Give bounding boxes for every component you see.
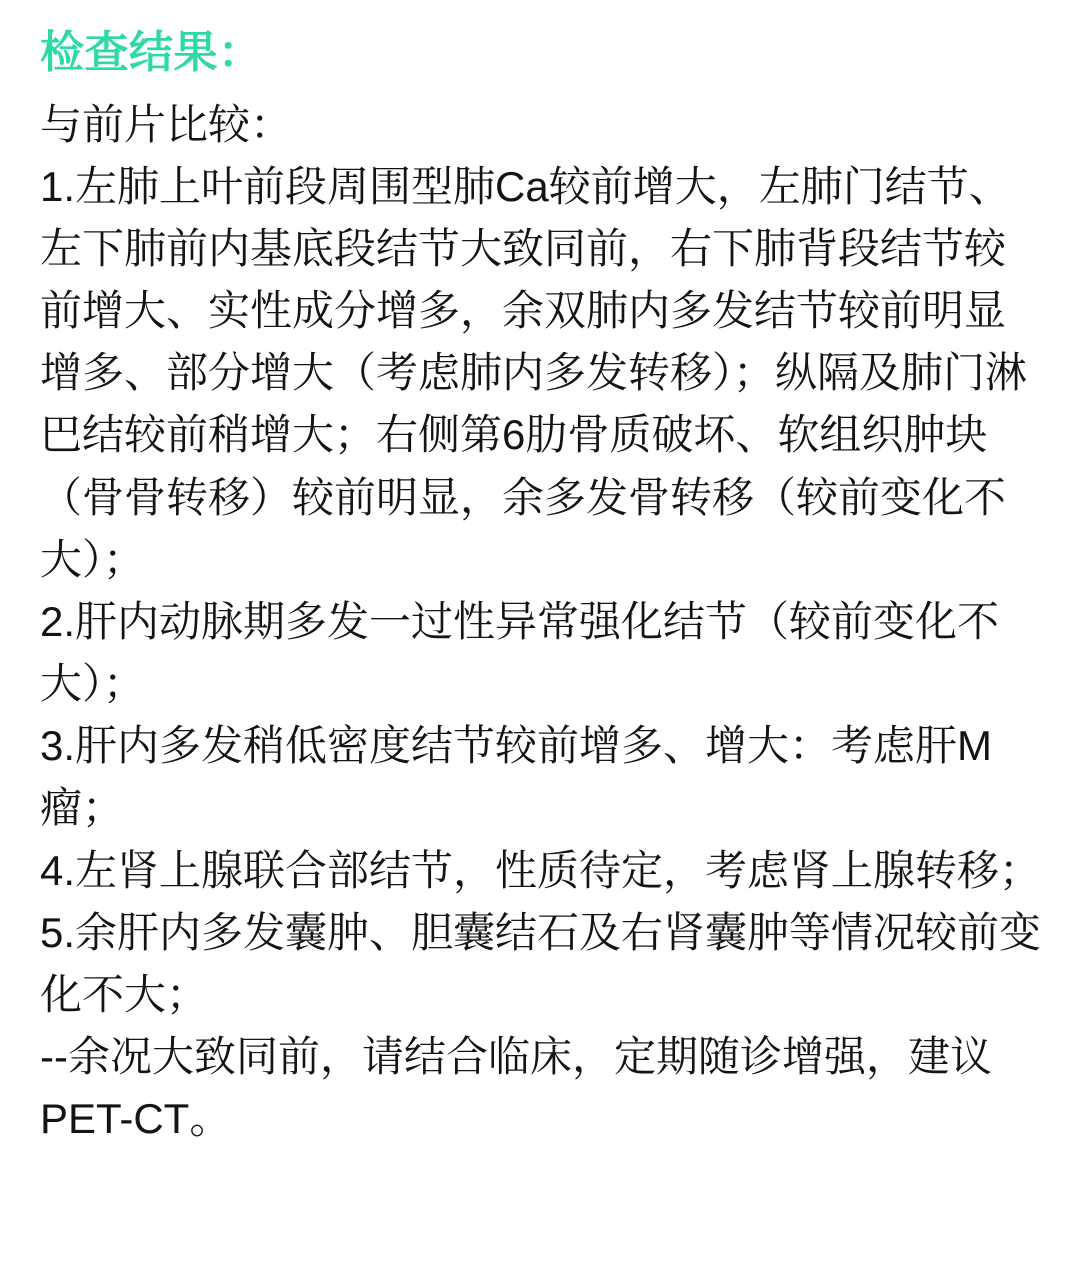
report-paragraph: 5.余肝内多发囊肿、胆囊结石及右肾囊肿等情况较前变化不大； [40, 908, 1042, 1018]
report-paragraph: 与前片比较： [40, 100, 293, 148]
report-paragraph: 3.肝内多发稍低密度结节较前增多、增大：考虑肝M瘤； [40, 722, 993, 832]
report-paragraph: --余况大致同前，请结合临床，定期随诊增强，建议PET-CT。 [40, 1033, 992, 1143]
report-paragraph: 1.左肺上叶前段周围型肺Ca较前增大，左肺门结节、左下肺前内基底段结节大致同前，右下肺背段结节较前增大、实性成分增多，余双肺内多发结节较前明显增多、部分增大（考虑肺内多发转移）；纵隔及肺门淋巴结较前稍增大；右侧第6肋骨质破坏、软组织肿块（骨骨转移）较前明显，余多发骨转移（较前变化不大）； [40, 162, 1028, 583]
report-paragraph: 4.左肾上腺联合部结节，性质待定，考虑肾上腺转移； [40, 846, 1042, 894]
page-title: 检查结果： [40, 28, 263, 77]
report-body [40, 94, 1046, 1151]
report-paragraph: 2.肝内动脉期多发一过性异常强化结节（较前变化不大）； [40, 597, 1000, 708]
